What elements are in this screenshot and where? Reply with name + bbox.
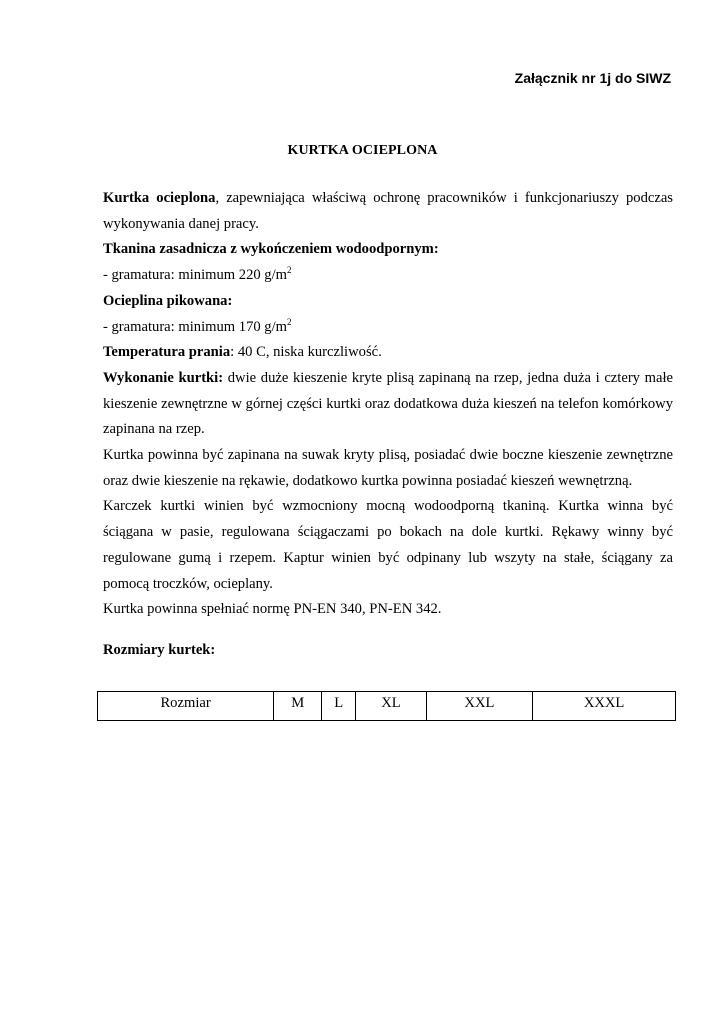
construction-paragraph <box>103 366 673 443</box>
washing-label: Temperatura prania <box>103 344 231 361</box>
size-cell-label: Rozmiar <box>98 692 274 721</box>
construction-label: Wykonanie kurtki: <box>103 369 224 386</box>
intro-bold: Kurtka ocieplona <box>103 190 216 206</box>
washing-paragraph <box>103 340 673 366</box>
document-body <box>103 186 673 623</box>
insulation-heading: Ocieplina pikowana: <box>103 292 233 309</box>
table-row <box>98 692 676 721</box>
standard-paragraph: Kurtka powinna spełniać normę PN-EN 340, PN-EN 342. <box>103 601 442 618</box>
size-cell-m: M <box>274 692 322 721</box>
size-cell-xl: XL <box>356 692 426 721</box>
size-cell-xxl: XXL <box>426 692 533 721</box>
zipper-paragraph: Kurtka powinna być zapinana na suwak kryty plisą, posiadać dwie boczne kieszenie zewnętrzne oraz dwie kieszenie na rękawie, dodatkowo kurtka powinna posiadać kieszeń wewnętrzną. <box>103 447 673 489</box>
annex-label: Załącznik nr 1j do SIWZ <box>514 70 671 86</box>
document-title: KURTKA OCIEPLONA <box>287 143 438 158</box>
intro-paragraph <box>103 186 673 237</box>
construction-text: dwie duże kieszenie kryte plisą zapinaną na rzep, jedna duża i cztery małe kieszenie zewnętrzne w górnej części kurtki oraz dodatkowa duża kieszeń na telefon komórkowy zapinana na rzep. <box>103 369 673 438</box>
insulation-weight <box>103 315 673 341</box>
intro-text: , zapewniająca właściwą ochronę pracowników i funkcjonariuszy podczas wykonywania danej pracy. <box>103 190 673 232</box>
fabric-weight-sup: 2 <box>287 265 292 276</box>
size-cell-l: L <box>322 692 356 721</box>
fabric-heading: Tkanina zasadnicza z wykończeniem wodoodpornym: <box>103 241 439 258</box>
yoke-paragraph: Karczek kurtki winien być wzmocniony mocną wodoodporną tkaniną. Kurtka winna być ściągana w pasie, regulowana ściągaczami po bokach na dole kurtki. Rękawy winny być regulowane gumą i rzepem. Kaptur winien być odpinany lub wszyty na stałe, ściągany za pomocą troczków, ocieplany. <box>103 498 673 592</box>
washing-text: : 40 C, niska kurczliwość. <box>230 344 382 361</box>
sizes-heading: Rozmiary kurtek: <box>103 642 216 658</box>
fabric-weight-text: - gramatura: minimum 220 g/m <box>103 267 288 284</box>
insulation-weight-text: - gramatura: minimum 170 g/m <box>103 318 288 335</box>
fabric-weight <box>103 263 673 289</box>
insulation-weight-sup: 2 <box>287 316 292 327</box>
size-cell-xxxl: XXXL <box>533 692 676 721</box>
sizes-table <box>97 691 676 721</box>
